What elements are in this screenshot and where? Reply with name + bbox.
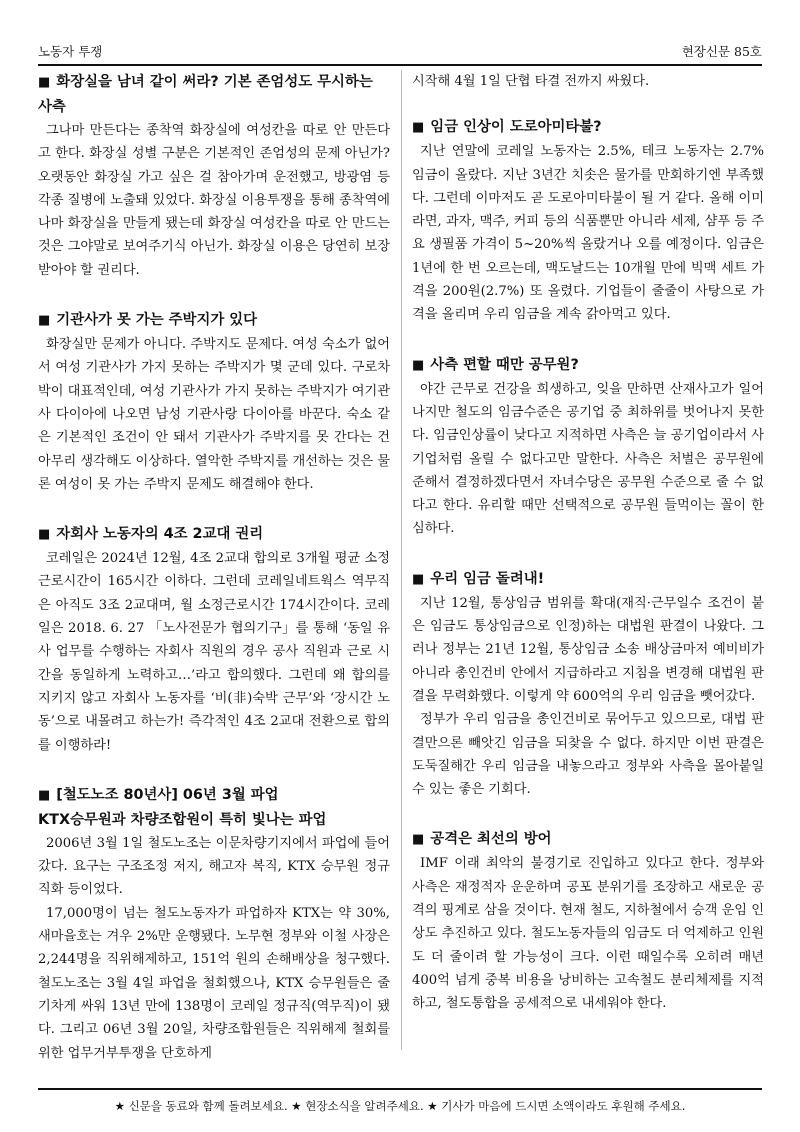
header-section-label: 노동자 투쟁 [38,44,103,59]
article-heading [412,115,764,140]
article-lodging [38,308,390,496]
square-bullet-icon: ■ [38,787,51,803]
article-paragraph: 야간 근무로 건강을 희생하고, 잊을 만하면 산재사고가 일어나지만 철도의 임금수준은 공기업 중 최하위를 벗어나지 못한다. 임금인상률이 낮다고 지적하면 사측은 늘 공기업이라서 사기업처럼 올릴 수 없다고만 말한다. 사측은 처벌은 공무원에 준해서 결정하겠다면서 자녀수당은 공무원 수준으로 줄 수 없다고 한다. 유리할 때만 선택적으로 공무원 들먹이는 꼴이 한심하다. [412,381,765,537]
article-heading-text: 사측 편할 때만 공무원? [430,356,579,373]
article-subheading: KTX승무원과 차량조합원이 특히 빛나는 파업 [38,811,327,828]
article-heading [412,567,764,592]
article-heading [38,70,390,119]
article-wage-increase [412,115,764,326]
article-heading-text: 자회사 노동자의 4조 2교대 권리 [56,526,264,543]
article-heading-text: 화장실을 남녀 같이 써라? 기본 존엄성도 무시하는 사측 [38,74,373,115]
article-heading-text: 우리 임금 돌려내! [430,570,545,587]
article-paragraph: IMF 이래 최악의 불경기로 진입하고 있다고 한다. 정부와 사측은 재정적자 운운하며 공포 분위기를 조장하고 새로운 공격의 핑계로 삼을 것이다. 현재 철도, 지하철에서 승객 운임 인상도 추진하고 있다. 철도노동자들의 임금도 더 억제하고 인원도 더 줄이려 할 가능성이 크다. 이런 때일수록 오히려 매년 400억 넘게 중복 비용을 낭비하는 고속철도 분리체제를 지적하고, 철도통합을 공세적으로 내세워야 한다. [412,856,765,1012]
left-column [38,70,390,1091]
square-bullet-icon: ■ [38,75,51,90]
square-bullet-icon: ■ [38,527,51,543]
article-heading-text: 기관사가 못 가는 주박지가 있다 [56,312,258,329]
column-divider [401,70,402,1050]
article-paragraph: 17,000명이 넘는 철도노동자가 파업하자 KTX는 약 30%, 새마을호는 겨우 2%만 운행됐다. 노무현 정부와 이철 사장은 2,244명을 직위해제하고, 151억 원의 손해배상을 청구했다. 철도노조는 3월 4일 파업을 철회했으나, KTX 승무원들은 줄기차게 싸워 13년 만에 138명이 코레일 정규직(역무직)이 됐다. 그리고 06년 3월 20일, 차량조합원들은 직위해제 철회를 위한 업무거부투쟁을 단호하게 [38,905,390,1061]
article-heading [38,522,390,547]
right-column [412,70,764,1042]
square-bullet-icon: ■ [38,313,51,329]
page-header [38,38,762,66]
article-paragraph: 2006년 3월 1일 철도노조는 이문차량기지에서 파업에 들어갔다. 요구는 구조조정 저지, 해고자 복직, KTX 승무원 정규직화 등이었다. [38,835,390,898]
square-bullet-icon: ■ [412,571,425,587]
article-restroom [38,70,390,282]
square-bullet-icon: ■ [412,120,425,136]
article-heading [38,783,390,808]
article-continuation [412,70,764,93]
header-issue-label: 현장신문 85호 [681,44,762,59]
article-paragraph: 그나마 만든다는 종착역 화장실에 여성칸을 따로 안 만든다고 한다. 화장실 성별 구분은 기본적인 존엄성의 문제 아닌가? 오랫동안 화장실 가고 싶은 걸 참아가며 운전했고, 방광염 등 각종 질병에 노출돼 있었다. 화장실 이용투쟁을 통해 종착역에나마 화장실을 만들게 됐는데 화장실 여성칸을 따로 안 만드는 것은 그야말로 보여주기식 아닌가. 화장실 이용은 당연히 보장받아야 할 권리다. [38,123,391,278]
article-civil-servant [412,353,764,541]
page-footer [38,1088,762,1114]
article-paragraph: 지난 연말에 코레일 노동자는 2.5%, 테크 노동자는 2.7% 임금이 올랐다. 지난 3년간 치솟은 물가를 만회하기엔 부족했다. 그런데 이마저도 곧 도로아미타불이 될 거 같다. 올해 이미 라면, 과자, 맥주, 커피 등의 식품뿐만 아니라 세제, 샴푸 등 주요 생필품 가격이 5~20%씩 올랐거나 오를 예정이다. 임금은 1년에 한 번 오르는데, 맥도날드는 10개월 만에 빅맥 세트 가격을 200원(2.7%) 또 올렸다. 기업들이 줄줄이 사탕으로 가격을 올리며 우리 임금을 계속 갉아먹고 있다. [412,144,764,323]
article-heading [412,827,764,852]
article-offense-defense [412,827,764,1015]
article-paragraph: 화장실만 문제가 아니다. 주박지도 문제다. 여성 숙소가 없어서 여성 기관사가 가지 못하는 주박지가 몇 군데 있다. 구로차박이 대표적인데, 여성 기관사가 가지 못하는 주박지가 여기관사 다이아에 나오면 남성 기관사랑 다이아를 바꾼다. 숙소 같은 기본적인 조건이 안 돼서 기관사가 주박지를 못 간다는 건 아무리 생각해도 이상하다. 열악한 주박지를 개선하는 것은 물론 여성이 못 가는 주박지 문제도 해결해야 한다. [38,337,391,492]
article-paragraph: 정부가 우리 임금을 총인건비로 묶어두고 있으므로, 대법 판결만으론 빼앗긴 임금을 되찾을 수 없다. 하지만 이번 판결은 도둑질해간 우리 임금을 내놓으라고 정부와 사측을 몰아붙일 수 있는 좋은 기회다. [412,712,764,798]
article-heading [412,353,764,378]
square-bullet-icon: ■ [412,832,425,848]
footer-notice: ★ 신문을 동료와 함께 돌려보세요. ★ 현장소식을 알려주세요. ★ 기사가 마음에 드시면 소액이라도 후원해 주세요. [114,1099,686,1113]
article-heading-text: 공격은 최선의 방어 [430,831,552,848]
square-bullet-icon: ■ [412,357,425,373]
article-subsidiary [38,522,390,757]
article-heading-text: [철도노조 80년사] 06년 3월 파업 [56,786,279,803]
article-union-history [38,783,390,1065]
article-heading-text: 임금 인상이 도로아미타불? [430,119,602,136]
article-return-wages [412,567,764,802]
article-paragraph: 지난 12월, 통상임금 범위를 확대(재직·근무일수 조건이 붙은 임금도 통상임금으로 인정)하는 대법원 판결이 나왔다. 그러나 정부는 21년 12월, 통상임금 소송 배상금마저 예비비가 아니라 총인건비 안에서 지급하라고 지침을 변경해 대법원 판결을 무력화했다. 이렇게 약 600억의 우리 임금을 뺏어갔다. [412,595,764,704]
article-paragraph: 시작해 4월 1일 단협 타결 전까지 싸웠다. [412,74,650,89]
article-paragraph: 코레일은 2024년 12월, 4조 2교대 합의로 3개월 평균 소정근로시간이 165시간 이하다. 그런데 코레일네트웍스 역무직은 아직도 3조 2교대며, 월 소정근로시간 174시간이다. 코레일은 2018. 6. 27 「노사전문가 협의기구」를 통해 ‘동일 유사 업무를 수행하는 자회사 직원의 경우 공사 직원과 근로 시간을 동일하게 노력하고…’라고 합의했다. 그런데 왜 합의를 지키지 않고 자회사 노동자를 ‘비(非)숙박 근무’와 ‘장시간 노동’으로 내몰려고 하는가! 즉각적인 4조 2교대 전환으로 합의를 이행하라! [38,551,390,753]
article-heading [38,308,390,333]
